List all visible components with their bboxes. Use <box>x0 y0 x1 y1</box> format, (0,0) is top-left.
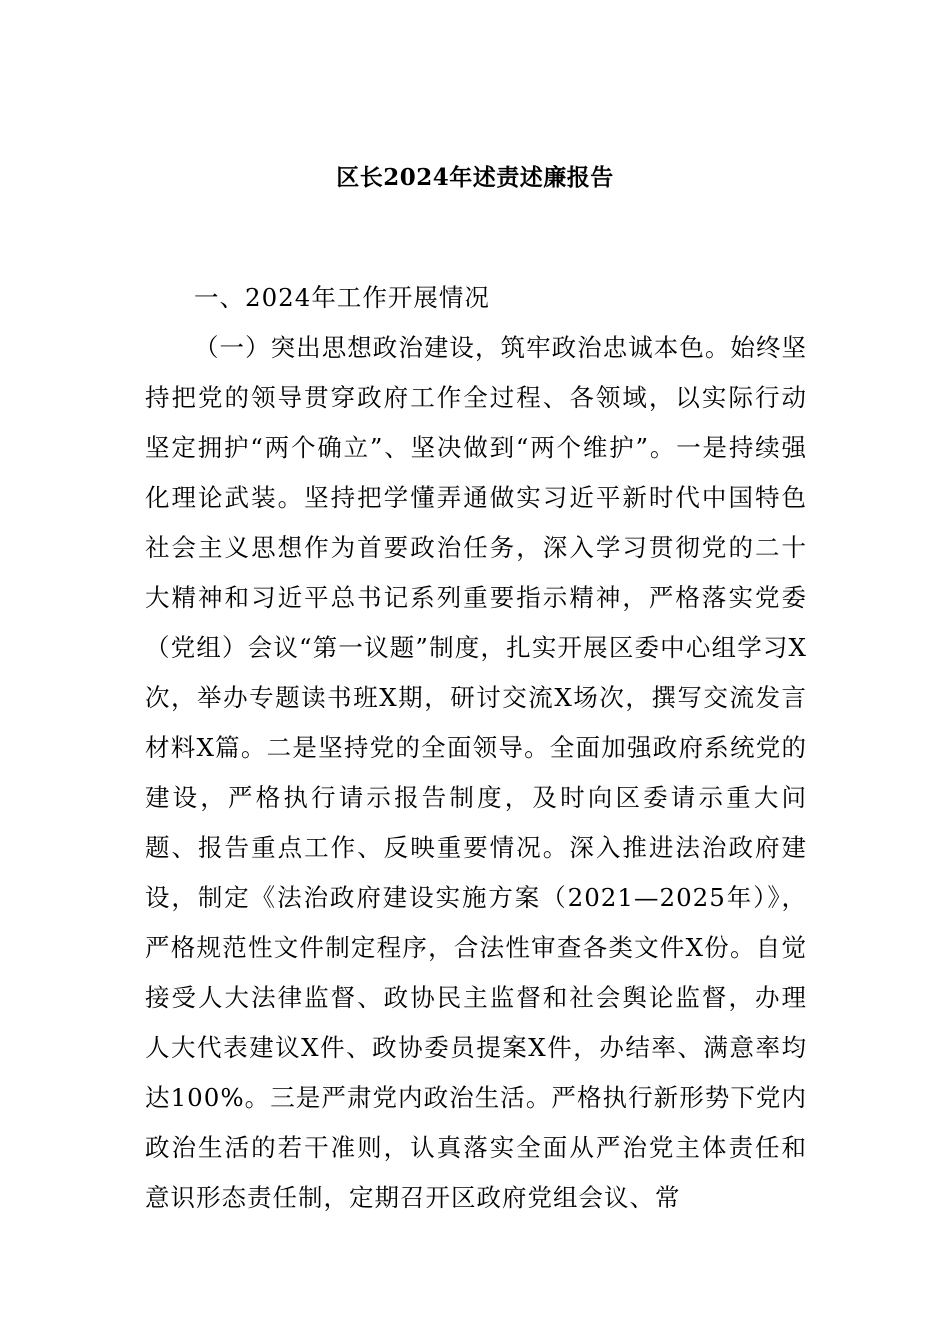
document-body <box>145 273 807 1223</box>
section-heading: 一、2024年工作开展情况 <box>194 283 490 312</box>
document-title: 区长2024年述责述廉报告 <box>336 164 614 191</box>
body-paragraph: （一）突出思想政治建设，筑牢政治忠诚本色。始终坚持把党的领导贯穿政府工作全过程、各领域，以实际行动坚定拥护“两个确立”、坚决做到“两个维护”。一是持续强化理论武装。坚持把学懂弄通做实习近平新时代中国特色社会主义思想作为首要政治任务，深入学习贯彻党的二十大精神和习近平总书记系列重要指示精神，严格落实党委（党组）会议“第一议题”制度，扎实开展区委中心组学习X次，举办专题读书班X期，研讨交流X场次，撰写交流发言材料X篇。二是坚持党的全面领导。全面加强政府系统党的建设，严格执行请示报告制度，及时向区委请示重大问题、报告重点工作、反映重要情况。深入推进法治政府建设，制定《法治政府建设实施方案（2021—2025年）》，严格规范性文件制定程序，合法性审查各类文件X份。自觉接受人大法律监督、政协民主监督和社会舆论监督，办理人大代表建议X件、政协委员提案X件，办结率、满意率均达100%。三是严肃党内政治生活。严格执行新形势下党内政治生活的若干准则，认真落实全面从严治党主体责任和意识形态责任制，定期召开区政府党组会议、常 <box>145 333 807 1212</box>
